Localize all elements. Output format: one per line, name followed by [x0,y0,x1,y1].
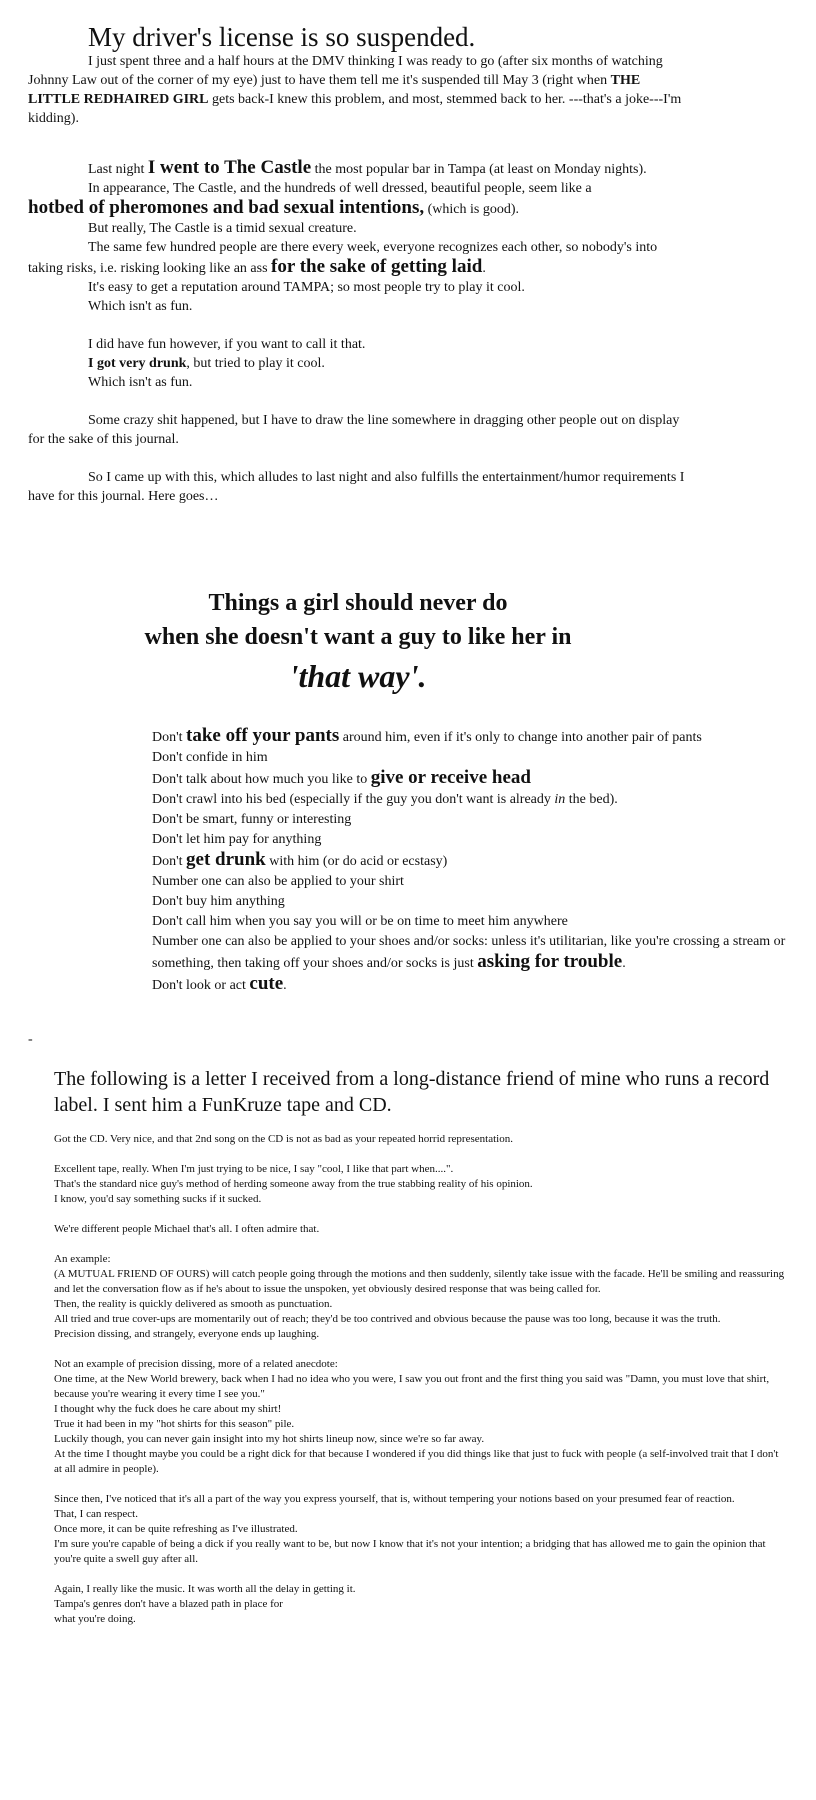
separator-dash: - [28,1032,33,1047]
post-body [28,52,688,128]
letter-intro: The following is a letter I received from a long-distance friend of mine who runs a record label. I sent him a FunKruze tape and CD. [54,1068,770,1116]
list-item: Number one can also be applied to your shirt [152,874,404,889]
letter-line: Luckily though, you can never gain insight into my hot shirts lineup now, since we're so far away. [54,1433,485,1445]
letter-line: (A MUTUAL FRIEND OF OURS) will catch people going through the motions and then suddenly, silently take issue with the facade. He'll be smiling and reassuring and let the conversation flow as if he's about to issue the unspoken, yet obviously desired response that was being called for. [54,1268,785,1295]
text: Don't look or act [152,978,250,993]
list-item: Don't buy him anything [152,894,285,909]
list-item: Don't be smart, funny or interesting [152,812,352,827]
letter-line: At the time I thought maybe you could be a right dick for that because I wondered if you did things like that just to fuck with people (a self-involved trait that I don't at all admire in people). [54,1448,779,1475]
castle-line: Which isn't as fun. [88,299,193,314]
letter-line: Since then, I've noticed that it's all a part of the way you express yourself, that is, without tempering your notions based on your presumed fear of reaction. [54,1493,735,1505]
post-text: I just spent three and a half hours at the DMV thinking I was ready to go (after six months of watching Johnny Law out of the corner of my eye) just to have them tell me it's suspended till May 3 (right when [28,54,663,88]
text: , but tried to play it cool. [186,356,325,371]
castle-line [28,354,688,373]
castle-line: It's easy to get a reputation around TAMPA; so most people try to play it cool. [88,280,525,295]
castle-line [28,198,688,219]
text: the most popular bar in Tampa (at least on Monday nights). [311,162,647,177]
list-item [152,932,786,974]
castle-line [28,158,688,179]
post-text: gets back-I knew this problem, and most, stemmed back to her. ---that's a joke---I'm kidding). [28,92,682,126]
letter-line: Excellent tape, really. When I'm just trying to be nice, I say "cool, I like that part when....". [54,1163,454,1175]
letter-body [54,1132,786,1627]
letter-line: That, I can respect. [54,1508,138,1520]
list-title-emphasis: 'that way'. [289,658,427,694]
post-license [28,22,688,128]
letter-line: We're different people Michael that's all. I often admire that. [54,1223,320,1235]
castle-line: In appearance, The Castle, and the hundreds of well dressed, beautiful people, seem like a [88,181,592,196]
text: the bed). [565,792,618,807]
letter-blank [54,1477,786,1492]
emphasis-text: cute [249,973,284,994]
letter-line: I'm sure you're capable of being a dick if you really want to be, but now I know that it's not your intention; a bridging that has allowed me to gain the opinion that you're quite a swell guy after all. [54,1538,766,1565]
emphasis-text: for the sake of getting laid [271,256,483,277]
list-item [152,790,786,810]
emphasis-text: asking for trouble [477,951,623,972]
castle-line: Some crazy shit happened, but I have to draw the line somewhere in dragging other people out on display for the sake of this journal. [28,413,680,447]
letter-line: I know, you'd say something sucks if it sucked. [54,1193,262,1205]
emphasis-text: I went to The Castle [147,157,312,178]
letter-line: Got the CD. Very nice, and that 2nd song on the CD is not as bad as your repeated horrid representation. [54,1133,513,1145]
post-bold-text: THE LITTLE REDHAIRED GIRL [28,73,641,107]
list-item [152,768,786,790]
text: around him, even if it's only to change into another pair of pants [339,730,702,745]
emphasis-text: take off your pants [186,725,340,746]
list-item: Don't confide in him [152,750,268,765]
post-title: My driver's license is so suspended. [88,22,476,52]
letter-line: Tampa's genres don't have a blazed path in place for [54,1598,283,1610]
letter-line: All tried and true cover-ups are momentarily out of reach; they'd be too contrived and obvious because the pause was too long, because it was the truth. [54,1313,721,1325]
things-list [152,726,786,996]
list-title-line: when she doesn't want a guy to like her in [144,624,572,650]
post-castle [28,158,688,506]
text: . [283,978,287,993]
list-item: Don't call him when you say you will or be on time to meet him anywhere [152,914,568,929]
castle-line: I did have fun however, if you want to call it that. [88,337,366,352]
text: (which is good). [424,202,519,217]
text: Don't [152,854,187,869]
letter-line: That's the standard nice guy's method of herding someone away from the true stabbing reality of his opinion. [54,1178,533,1190]
letter-section [54,1066,786,1627]
text: . [482,261,486,276]
italic-text: in [554,792,566,807]
text: The same few hundred people are there every week, everyone recognizes each other, so nobody's into taking risks, i.e. risking looking like an ass [28,240,658,276]
letter-line: Not an example of precision dissing, more of a related anecdote: [54,1358,338,1370]
letter-blank [54,1342,786,1357]
castle-line [28,238,688,278]
letter-line: Again, I really like the music. It was worth all the delay in getting it. [54,1583,356,1595]
letter-blank [54,1237,786,1252]
letter-line: Precision dissing, and strangely, everyone ends up laughing. [54,1328,320,1340]
letter-line: what you're doing. [54,1613,136,1625]
text: Don't [152,730,187,745]
letter-line: I thought why the fuck does he care about my shirt! [54,1403,282,1415]
list-title-line: Things a girl should never do [208,590,508,616]
list-item [152,974,786,996]
text: Don't crawl into his bed (especially if the guy you don't want is already [152,792,555,807]
text: Last night [88,162,148,177]
letter-blank [54,1207,786,1222]
text: . [622,956,626,971]
bold-text: I got very drunk [88,356,187,371]
letter-line: True it had been in my "hot shirts for this season" pile. [54,1418,295,1430]
emphasis-text: give or receive head [370,767,531,788]
castle-line: Which isn't as fun. [88,375,193,390]
list-item [152,850,786,872]
letter-line: One time, at the New World brewery, back when I had no idea who you were, I saw you out front and the first thing you said was "Damn, you must love that shirt, because you're wearing it every time I see you." [54,1373,770,1400]
text: with him (or do acid or ecstasy) [265,854,448,869]
text: Don't talk about how much you like to [152,772,371,787]
list-item [152,726,786,748]
castle-line: So I came up with this, which alludes to last night and also fulfills the entertainment/humor requirements I have for this journal. Here goes… [28,470,685,504]
letter-blank [54,1567,786,1582]
letter-blank [54,1147,786,1162]
letter-line: Once more, it can be quite refreshing as I've illustrated. [54,1523,298,1535]
castle-line: But really, The Castle is a timid sexual creature. [88,221,357,236]
emphasis-text: get drunk [186,849,266,870]
list-title [28,586,688,698]
list-item: Don't let him pay for anything [152,832,322,847]
emphasis-text: hotbed of pheromones and bad sexual intentions, [28,197,425,218]
letter-line: Then, the reality is quickly delivered as smooth as punctuation. [54,1298,333,1310]
letter-line: An example: [54,1253,111,1265]
text: Number one can also be applied to your shoes and/or socks: unless it's utilitarian, like you're crossing a stream or something, then taking off your shoes and/or socks is just [152,934,786,971]
